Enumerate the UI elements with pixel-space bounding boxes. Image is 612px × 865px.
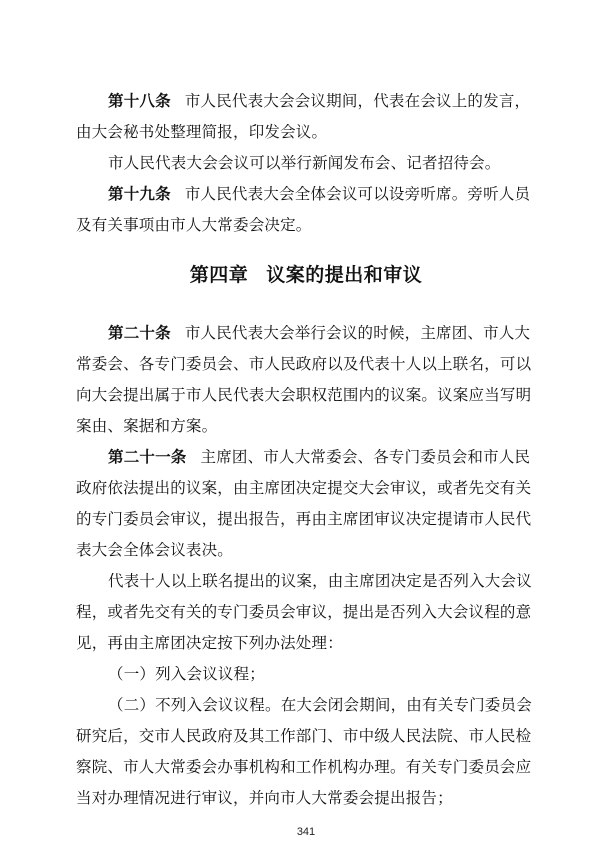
article-21-lead: 第二十一条 — [108, 448, 187, 466]
article-20-line-2: 常委会、各专门委员会、市人民政府以及代表十人以上联名，可以 — [76, 355, 532, 373]
article-21-line-4: 表大会全体会议表决。 — [76, 541, 234, 559]
item-2-line-1: （二）不列入会议议程。在大会闭会期间，由有关专门委员会 — [108, 696, 532, 714]
chapter-heading — [0, 260, 612, 287]
page-number: 341 — [296, 826, 316, 838]
article-18-line-2: 由大会秘书处整理简报，印发会议。 — [76, 123, 328, 141]
item-2-line-2: 研究后，交市人民政府及其工作部门、市中级人民法院、市人民检 — [76, 727, 532, 745]
article-20 — [76, 318, 532, 442]
chapter-number: 第四章 — [189, 264, 249, 286]
article-20-line-1: 第二十条 市人民代表大会举行会议的时候，主席团、市人大 — [108, 324, 531, 342]
article-19 — [76, 179, 531, 241]
chapter-title: 议案的提出和审议 — [266, 264, 423, 286]
article-18-lead: 第十八条 — [108, 92, 171, 110]
article-21-line-2: 政府依法提出的议案，由主席团决定提交大会审议，或者先交有关 — [76, 479, 532, 497]
article-20-lead: 第二十条 — [108, 324, 171, 342]
item-2-line-4: 当对办理情况进行审议，并向市人大常委会提出报告； — [76, 789, 453, 807]
article-21-line-3: 的专门委员会审议，提出报告，再由主席团审议决定提请市人民代 — [76, 510, 532, 528]
article-19-lead: 第十九条 — [108, 185, 171, 203]
article-20-line-4: 案由、案据和方案。 — [76, 417, 218, 435]
item-2 — [76, 690, 532, 814]
article-18-line-1: 第十八条 市人民代表大会会议期间，代表在会议上的发言， — [108, 92, 531, 110]
item-1-line-1: （一）列入会议议程； — [108, 665, 266, 683]
item-2-line-3: 察院、市人大常委会办事机构和工作机构办理。有关专门委员会应 — [76, 758, 532, 776]
article-21 — [76, 442, 532, 566]
article-20-line-3: 向大会提出属于市人民代表大会职权范围内的议案。议案应当写明 — [76, 386, 532, 404]
joint-proposal-line-2: 程，或者先交有关的专门委员会审议，提出是否列入大会议程的意 — [76, 603, 532, 621]
article-19-line-1: 第十九条 市人民代表大会全体会议可以设旁听席。旁听人员 — [108, 185, 531, 203]
article-19-line-2: 及有关事项由市人大常委会决定。 — [76, 216, 312, 234]
article-18 — [76, 86, 531, 148]
article-21-line-1: 第二十一条 主席团、市人大常委会、各专门委员会和市人民 — [108, 448, 531, 466]
item-1 — [108, 659, 528, 690]
press-paragraph — [108, 148, 528, 179]
joint-proposal-line-3: 见，再由主席团决定按下列办法处理： — [76, 634, 343, 652]
joint-proposal-line-1: 代表十人以上联名提出的议案，由主席团决定是否列入大会议 — [108, 572, 532, 590]
joint-proposal-paragraph — [76, 566, 532, 659]
press-paragraph-line-1: 市人民代表大会会议可以举行新闻发布会、记者招待会。 — [108, 154, 501, 172]
